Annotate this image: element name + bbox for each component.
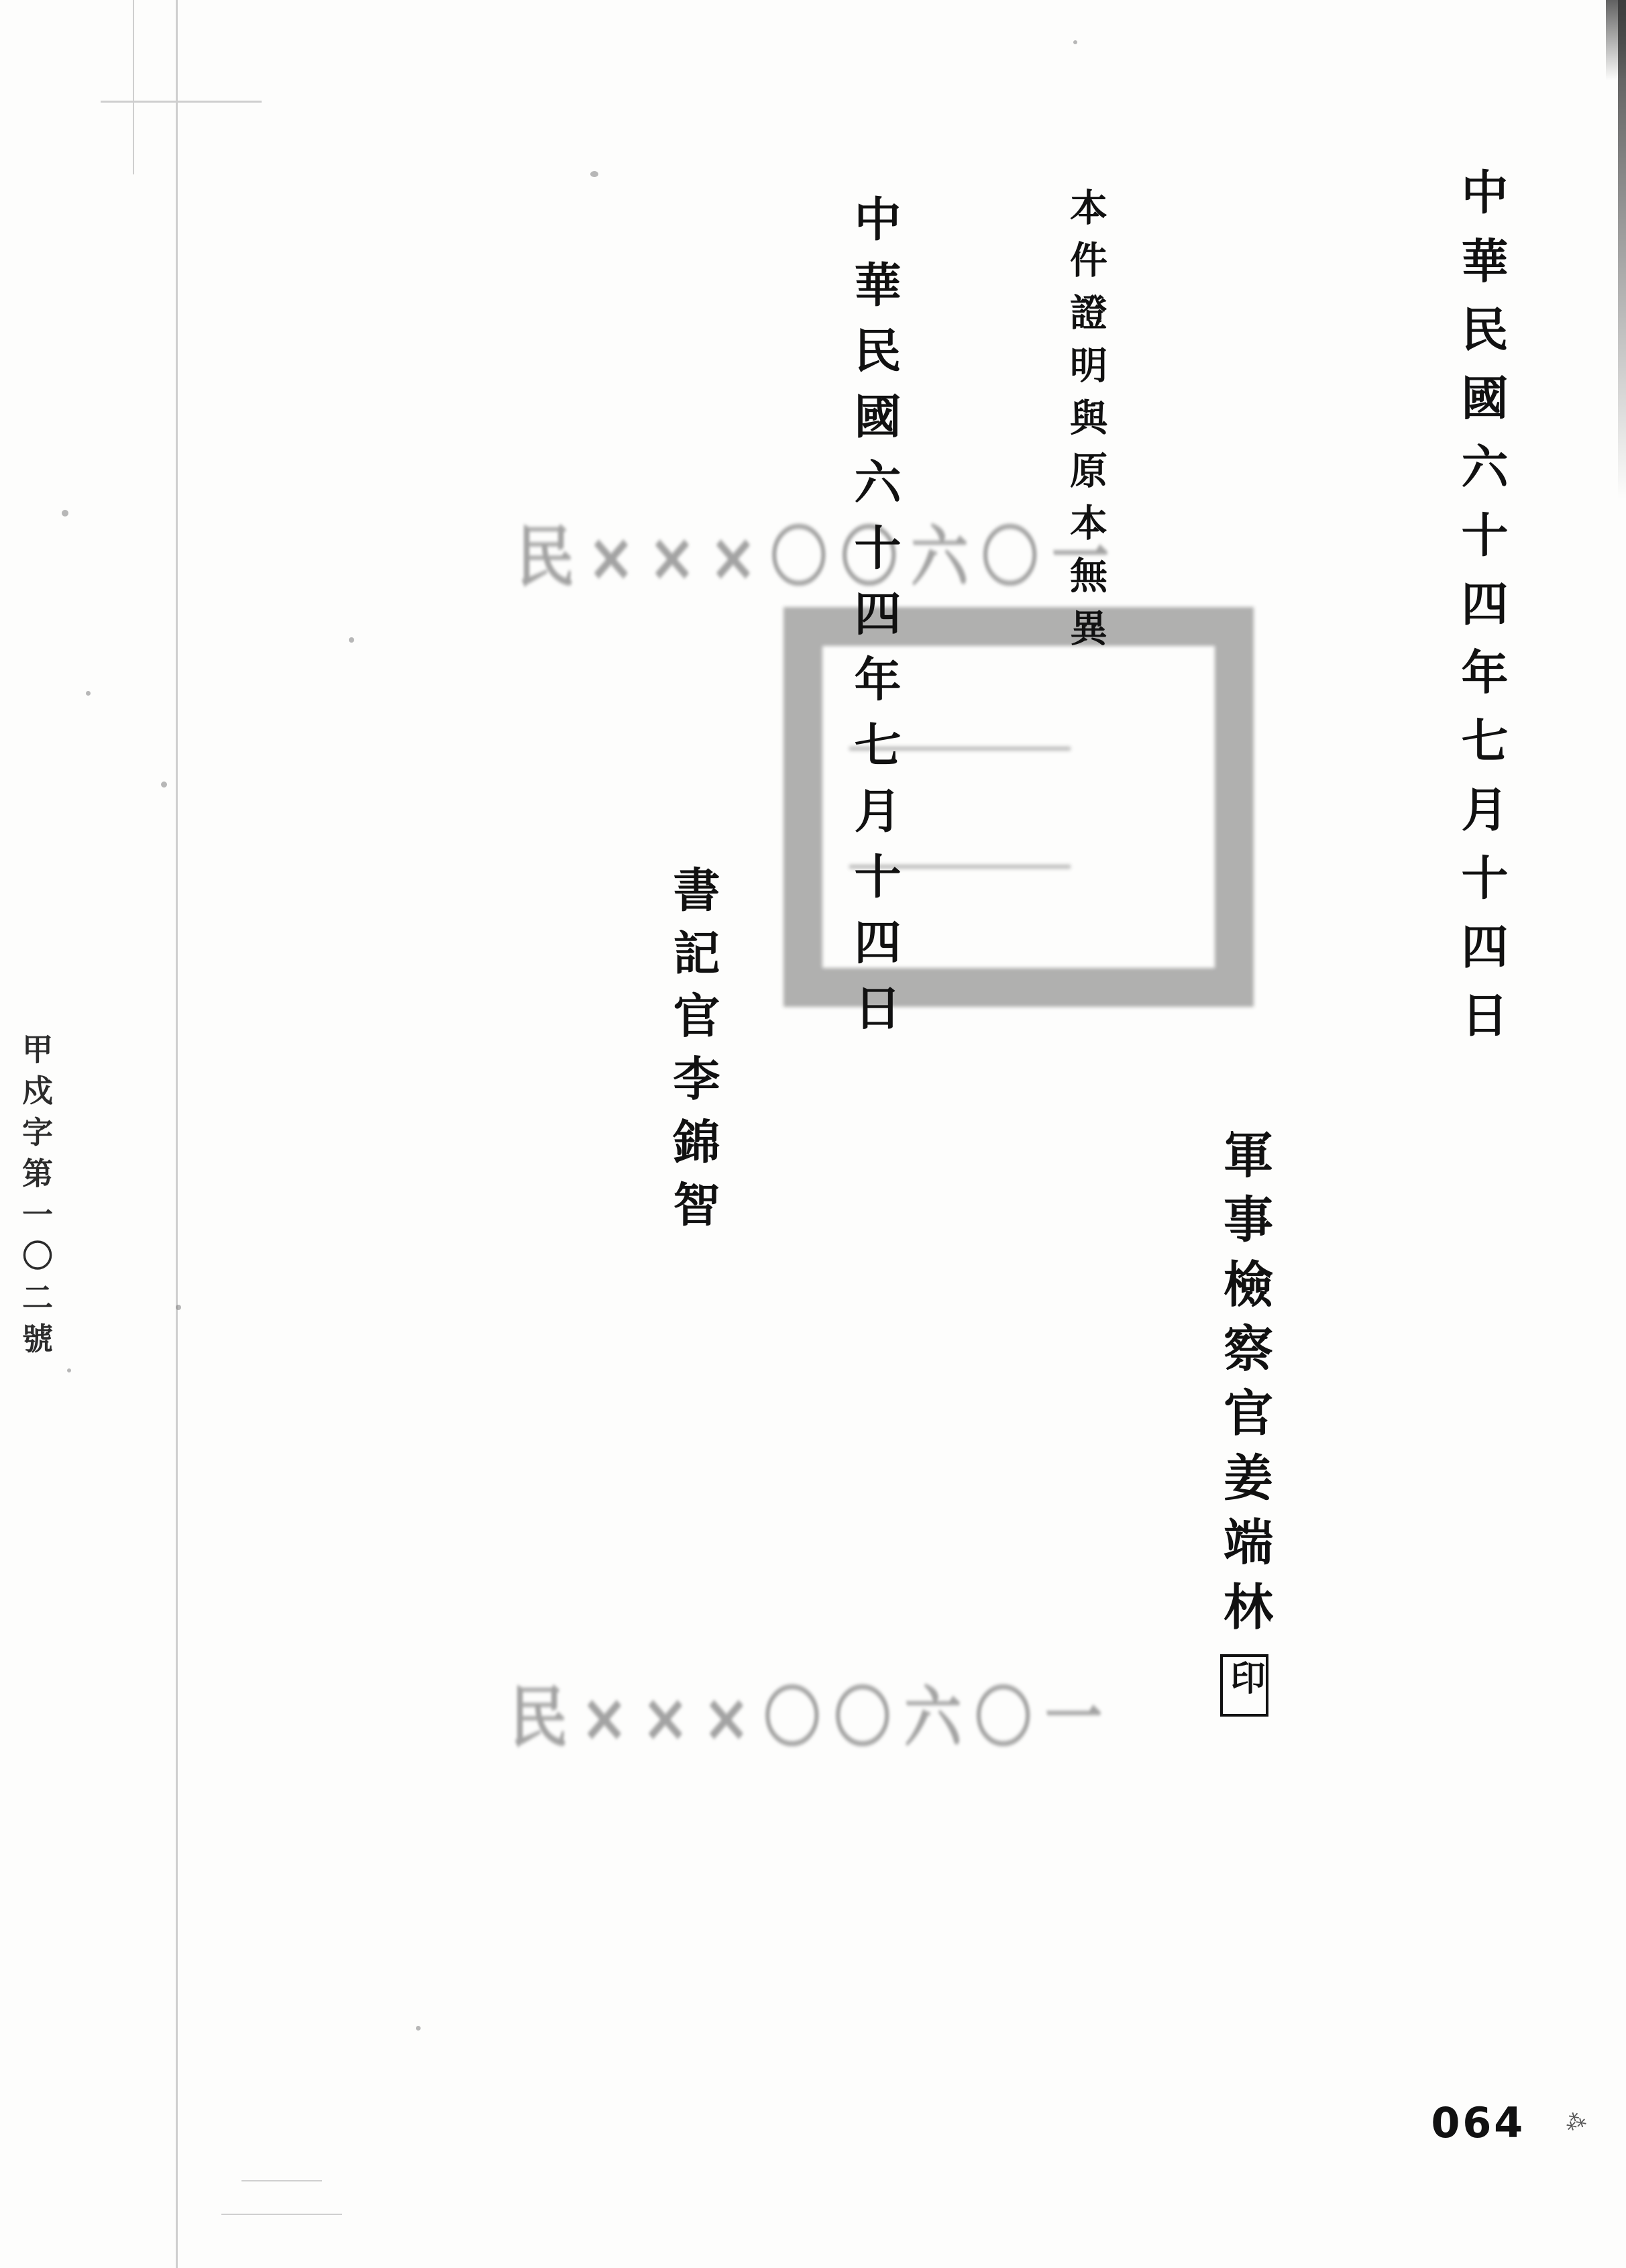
prosecutor-seal-box: 印 bbox=[1220, 1654, 1268, 1716]
scan-speck bbox=[176, 1305, 181, 1310]
clerk-signature-column: 書記官李錦智 bbox=[665, 865, 721, 1243]
scan-speck bbox=[590, 171, 598, 177]
fold-crease-line bbox=[101, 101, 262, 103]
scan-speck bbox=[1073, 40, 1077, 44]
fold-crease-line bbox=[133, 0, 134, 174]
scan-speck bbox=[416, 2026, 421, 2031]
page-number: 064 bbox=[1431, 2098, 1525, 2147]
scan-speck bbox=[67, 1368, 71, 1372]
ghost-text-lower: 民×××〇〇六〇一 bbox=[510, 1679, 1116, 1757]
scan-speck bbox=[86, 691, 91, 696]
scan-speck bbox=[349, 637, 354, 643]
scan-speck bbox=[161, 781, 167, 788]
corner-pen-mark: ⁂ bbox=[1562, 2108, 1589, 2137]
certification-note-column: 本件證明與原本無異 bbox=[1064, 188, 1108, 661]
fold-crease-line bbox=[176, 0, 178, 2268]
case-number-column: 甲戍字第一〇二號 bbox=[17, 1033, 54, 1364]
scan-edge-artifact bbox=[1618, 0, 1626, 2268]
date-column-top: 中華民國六十四年七月十四日 bbox=[1454, 168, 1509, 1059]
date-column-bottom: 中華民國六十四年七月十四日 bbox=[847, 195, 902, 1049]
scan-corner-artifact bbox=[1606, 0, 1626, 80]
prosecutor-title-name: 軍事檢察官姜端林 bbox=[1215, 1128, 1273, 1645]
fold-crease-line bbox=[221, 2214, 342, 2215]
ghost-text-upper: 民×××〇〇六〇一 bbox=[517, 519, 1122, 596]
prosecutor-signature-column bbox=[1151, 839, 1338, 1717]
fold-crease-line bbox=[241, 2180, 322, 2181]
scan-speck bbox=[62, 510, 68, 517]
